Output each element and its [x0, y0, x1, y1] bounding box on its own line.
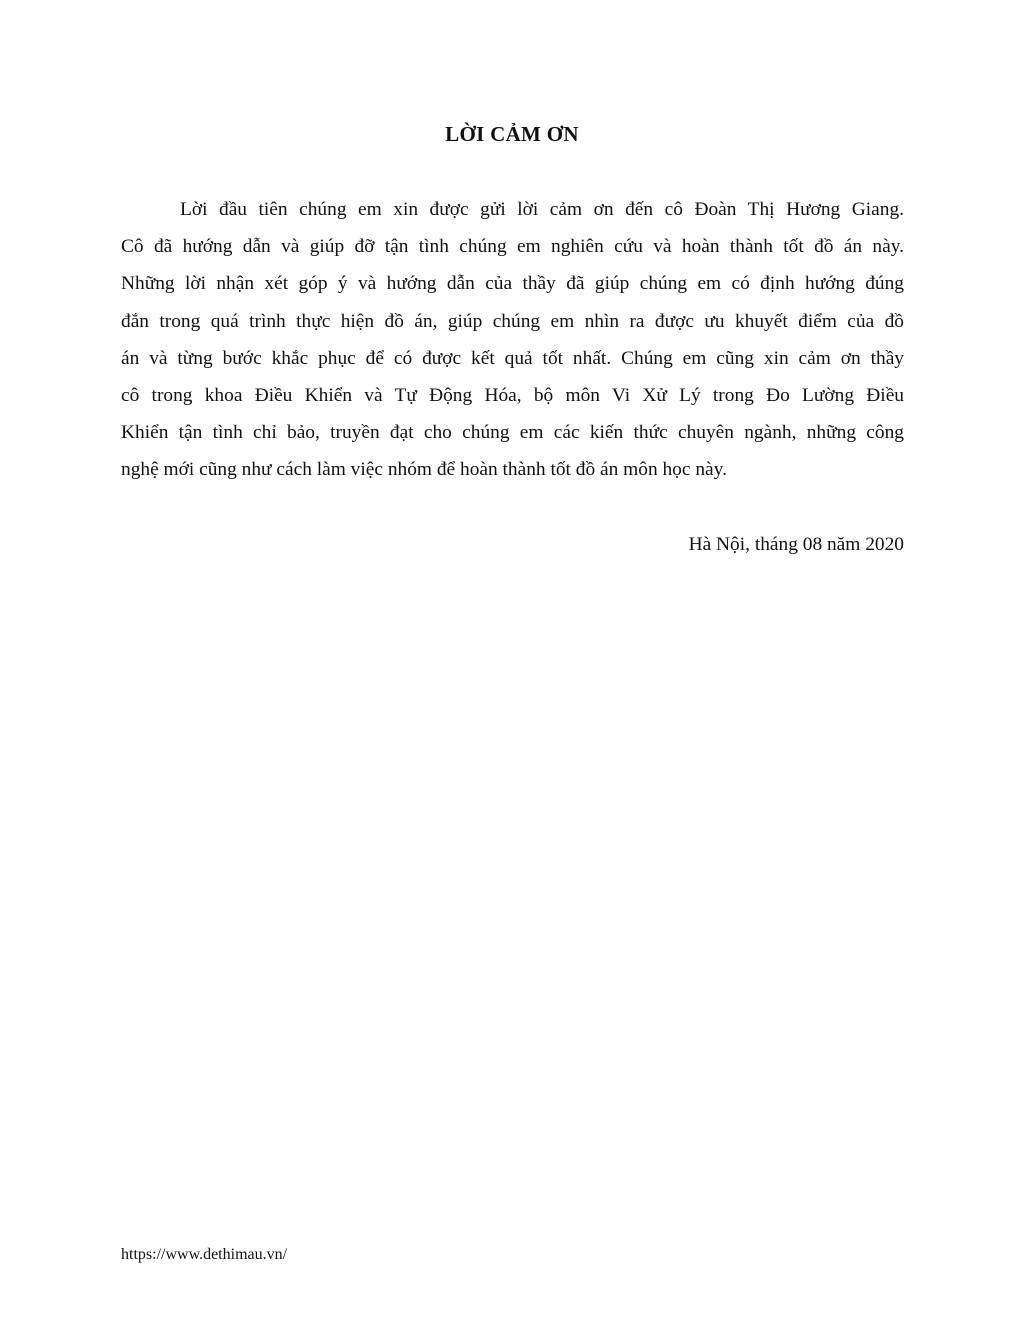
footer-url: https://www.dethimau.vn/ — [121, 1246, 288, 1263]
place-date-signature: Hà Nội, tháng 08 năm 2020 — [688, 534, 904, 555]
paragraph-line: Những lời nhận xét góp ý và hướng dẫn của thầy đã giúp chúng em có định hướng đúng — [121, 273, 904, 295]
acknowledgement-paragraph — [121, 191, 904, 489]
paragraph-line: Cô đã hướng dẫn và giúp đỡ tận tình chúng em nghiên cứu và hoàn thành tốt đồ án này. — [121, 236, 904, 258]
paragraph-line: cô trong khoa Điều Khiển và Tự Động Hóa, bộ môn Vi Xử Lý trong Đo Lường Điều — [121, 384, 904, 406]
paragraph-line: Lời đầu tiên chúng em xin được gửi lời cảm ơn đến cô Đoàn Thị Hương Giang. — [180, 199, 904, 220]
paragraph-line: Khiển tận tình chỉ bảo, truyền đạt cho chúng em các kiến thức chuyên ngành, những công — [121, 422, 904, 444]
paragraph-line: nghệ mới cũng như cách làm việc nhóm để hoàn thành tốt đồ án môn học này. — [121, 459, 727, 481]
paragraph-line: án và từng bước khắc phục để có được kết quả tốt nhất. Chúng em cũng xin cảm ơn thầy — [121, 347, 904, 369]
paragraph-line: đắn trong quá trình thực hiện đồ án, giúp chúng em nhìn ra được ưu khuyết điểm của đồ — [121, 310, 904, 332]
page-title: LỜI CẢM ƠN — [445, 122, 579, 146]
